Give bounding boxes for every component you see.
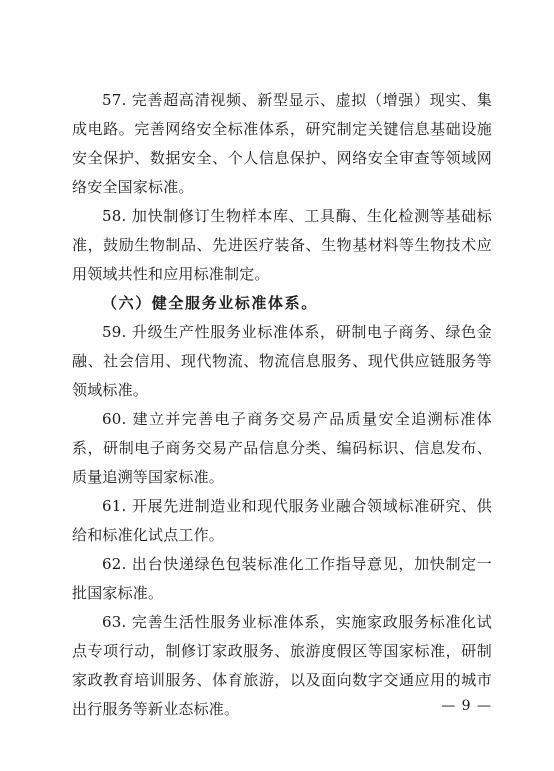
paragraph-57: 57. 完善超高清视频、新型显示、虚拟（增强）现实、集成电路。完善网络安全标准体系，研究制定关键信息基础设施安全保护、数据安全、个人信息保护、网络安全审查等领域网络安全国家标准。 xyxy=(72,91,492,196)
paragraph-61: 61. 开展先进制造业和现代服务业融合领域标准研究、供给和标准化试点工作。 xyxy=(72,497,492,544)
paragraph-62: 62. 出台快递绿色包装标准化工作指导意见，加快制定一批国家标准。 xyxy=(72,555,492,602)
page-number: — 9 — xyxy=(441,698,492,714)
paragraph-58: 58. 加快制修订生物样本库、工具酶、生化检测等基础标准，鼓励生物制品、先进医疗装备、生物基材料等生物技术应用领域共性和应用标准制定。 xyxy=(72,207,492,283)
document-body xyxy=(72,86,492,724)
paragraph-59: 59. 升级生产性服务业标准体系，研制电子商务、绿色金融、社会信用、现代物流、物流信息服务、现代供应链服务等领域标准。 xyxy=(72,323,492,399)
section-heading: （六）健全服务业标准体系。 xyxy=(102,294,318,312)
paragraph-60: 60. 建立并完善电子商务交易产品质量安全追溯标准体系，研制电子商务交易产品信息分类、编码标识、信息发布、质量追溯等国家标准。 xyxy=(72,410,492,486)
paragraph-63: 63. 完善生活性服务业标准体系，实施家政服务标准化试点专项行动，制修订家政服务、旅游度假区等国家标准，研制家政教育培训服务、体育旅游，以及面向数字交通应用的城市出行服务等新业态标准。 xyxy=(72,613,492,718)
